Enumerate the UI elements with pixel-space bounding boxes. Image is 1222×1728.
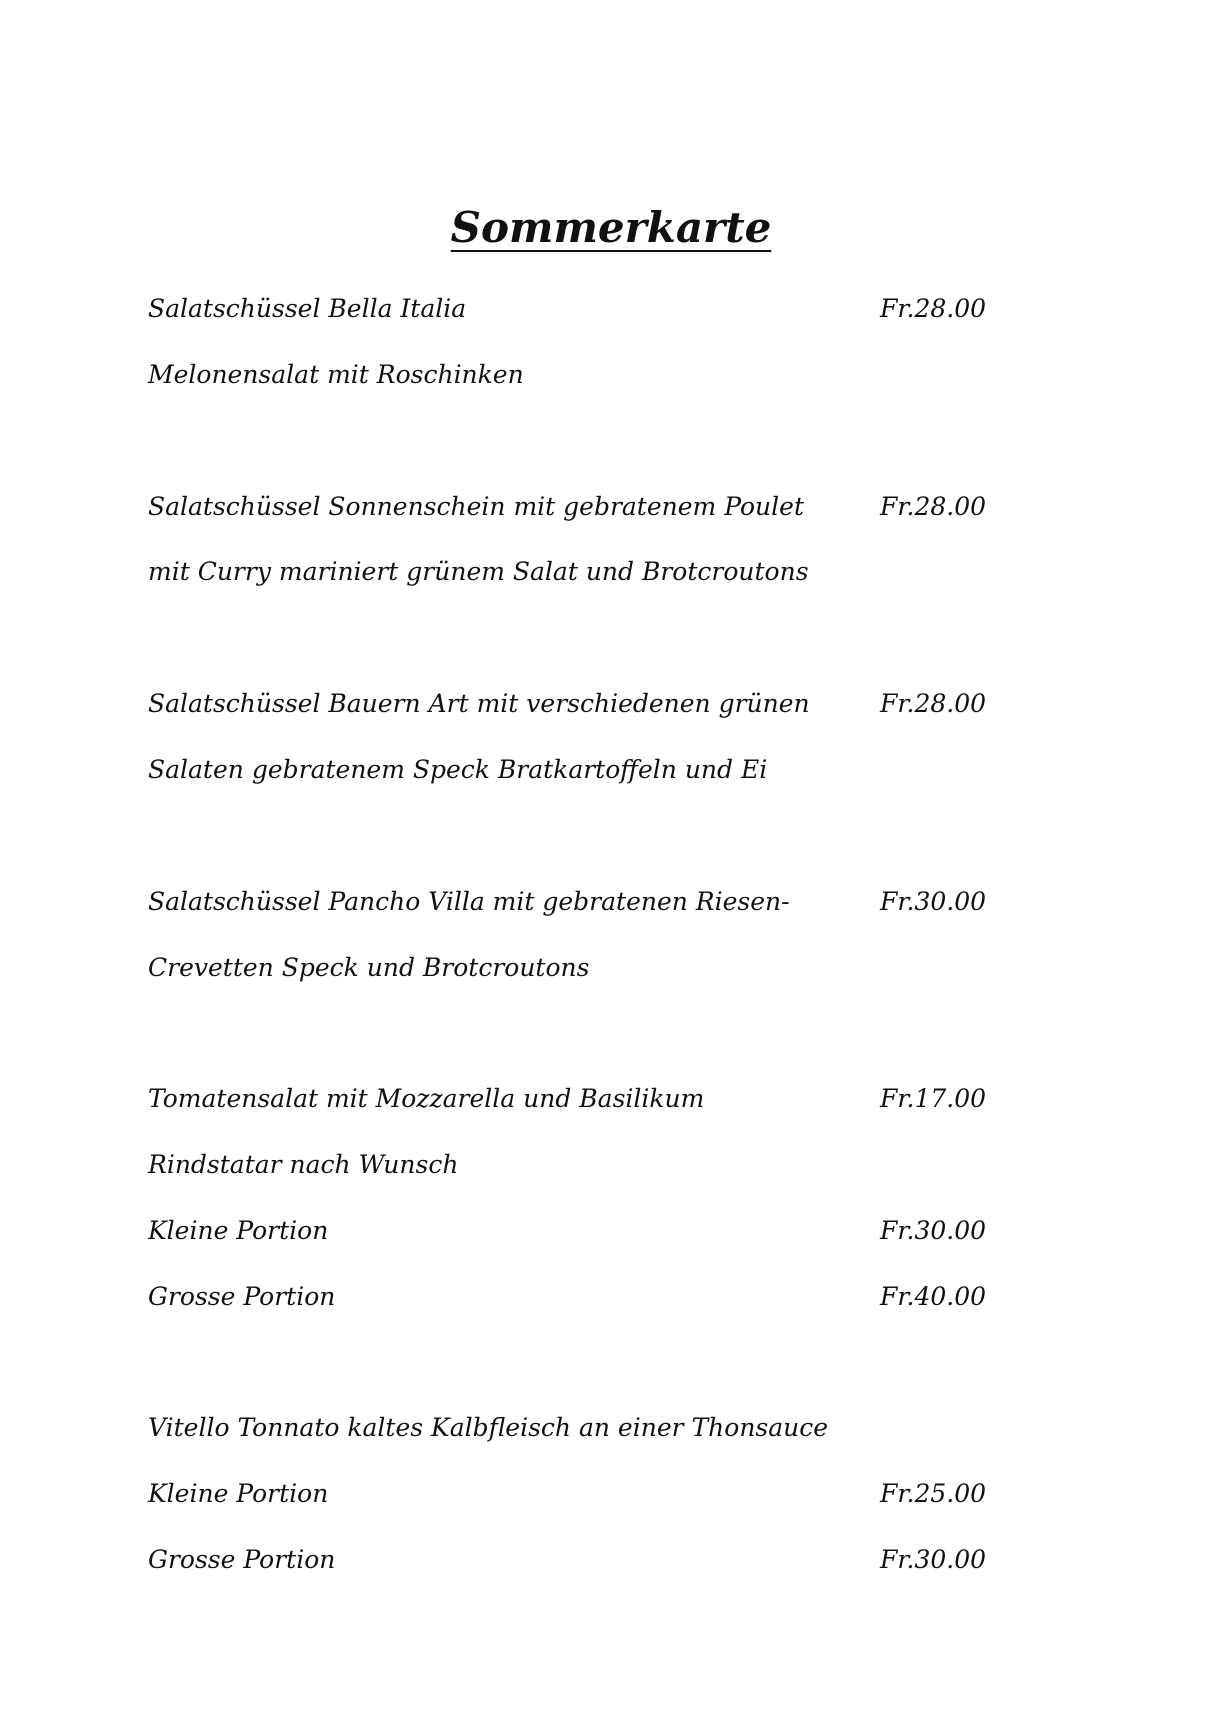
portion-label: Kleine Portion — [148, 1479, 329, 1508]
portion-label: Kleine Portion — [148, 1216, 329, 1245]
menu-item-name: Vitello Tonnato kaltes Kalbfleisch an einer Thonsauce — [148, 1413, 829, 1442]
menu-item-price: Fr.28.00 — [880, 294, 987, 323]
menu-item-price: Fr.28.00 — [880, 689, 987, 718]
menu-item-price: Fr.28.00 — [880, 492, 987, 521]
menu-item-description: Crevetten Speck und Brotcroutons — [148, 953, 590, 982]
menu-item-name: Tomatensalat mit Mozzarella und Basilikum — [148, 1084, 705, 1113]
portion-price: Fr.40.00 — [880, 1282, 987, 1311]
portion-label: Grosse Portion — [148, 1282, 336, 1311]
portion-price: Fr.30.00 — [880, 1545, 987, 1574]
menu-item-description: mit Curry mariniert grünem Salat und Brotcroutons — [148, 557, 809, 586]
page-title — [0, 200, 1222, 256]
portion-price: Fr.25.00 — [880, 1479, 987, 1508]
portion-price: Fr.30.00 — [880, 1216, 987, 1245]
menu-item-name: Salatschüssel Sonnenschein mit gebratenem Poulet — [148, 492, 804, 521]
menu-item-description: Salaten gebratenem Speck Bratkartoffeln und Ei — [148, 755, 768, 784]
menu-item-description: Melonensalat mit Roschinken — [148, 360, 524, 389]
menu-item-name: Salatschüssel Bella Italia — [148, 294, 467, 323]
menu-item-name: Salatschüssel Pancho Villa mit gebratenen Riesen- — [148, 887, 790, 916]
menu-item-price: Fr.17.00 — [880, 1084, 987, 1113]
page-title-text: Sommerkarte — [450, 203, 772, 252]
menu-item-price: Fr.30.00 — [880, 887, 987, 916]
menu-item-name: Salatschüssel Bauern Art mit verschiedenen grünen — [148, 689, 810, 718]
portion-label: Grosse Portion — [148, 1545, 336, 1574]
menu-item-name: Rindstatar nach Wunsch — [148, 1150, 459, 1179]
